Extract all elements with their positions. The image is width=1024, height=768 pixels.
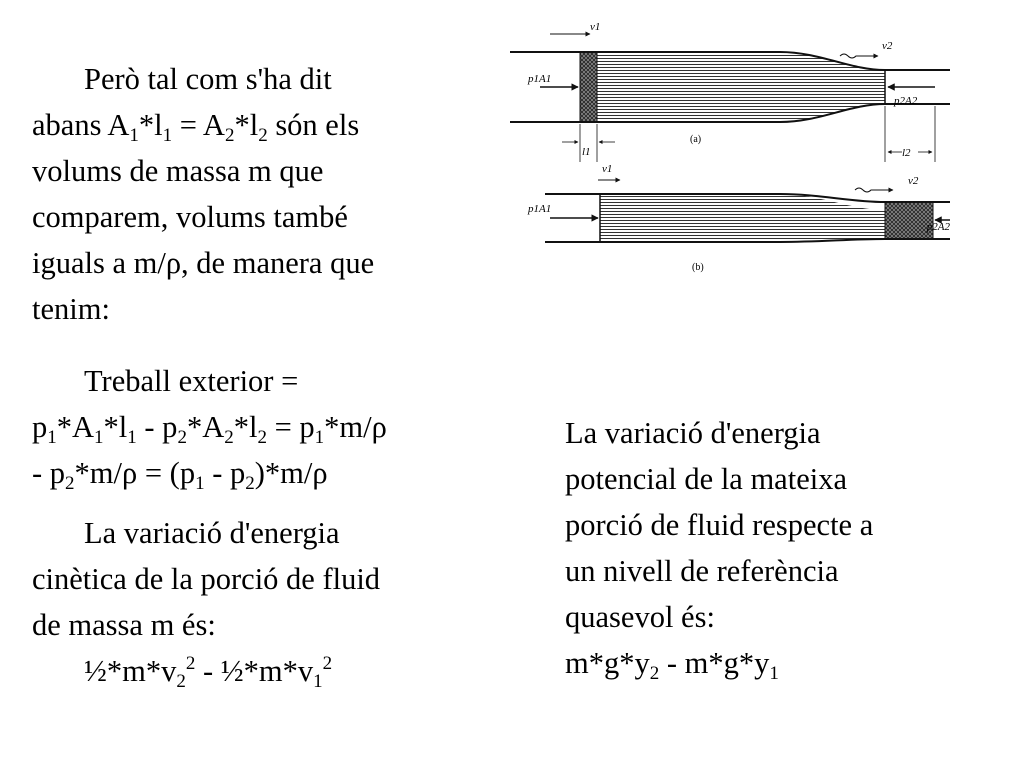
label-a: (a) <box>690 134 702 145</box>
label-v1-a: v1 <box>590 21 601 33</box>
fluid-body-b <box>600 194 885 242</box>
label-p2A2-a: p2A2 <box>894 95 918 107</box>
figure-a <box>510 34 950 162</box>
kinetic-paragraph <box>32 510 380 694</box>
label-l2: l2 <box>902 147 911 159</box>
v2-wavy-a <box>840 54 878 58</box>
v2-wavy-b <box>855 188 893 192</box>
figure-b <box>545 180 950 242</box>
intro-line: Però tal com s'ha dit <box>84 62 332 96</box>
intro-line: iguals a m/ρ, de manera que <box>32 246 375 280</box>
potential-equation-line: $m*g*y_2 - m*g*y_1$ <box>565 646 779 684</box>
potential-line: porció de fluid respecte a <box>565 508 874 542</box>
kinetic-line: de massa m és: <box>32 608 216 642</box>
intro-line: volums de massa m que <box>32 154 324 188</box>
label-p2A2-b: p2A2 <box>926 221 950 233</box>
fluid-slab-l1 <box>580 52 597 122</box>
work-equation-line: $p_1*A_1*l_1 - p_2*A_2*l_2 = p_1*m/\rho$ <box>32 410 387 448</box>
kinetic-line: La variació d'energia <box>84 516 340 550</box>
intro-line: comparem, volums també <box>32 200 348 234</box>
label-v2-a: v2 <box>882 40 893 52</box>
potential-line: potencial de la mateixa <box>565 462 847 496</box>
kinetic-line: cinètica de la porció de fluid <box>32 562 381 596</box>
label-v2-b: v2 <box>908 175 919 187</box>
label-p1A1-a: p1A1 <box>528 73 552 85</box>
intro-equation-line: abans $A_1*l_1 = A_2*l_2$ són els <box>32 108 360 146</box>
potential-line: un nivell de referència <box>565 554 839 588</box>
work-paragraph <box>32 358 387 496</box>
label-b: (b) <box>692 262 704 273</box>
label-p1A1-b: p1A1 <box>528 203 552 215</box>
work-equation-line: - $p_2*m/\rho = (p_1 - p_2)*m/\rho$ <box>32 456 328 494</box>
potential-paragraph <box>565 410 873 686</box>
work-title: Treball exterior = <box>84 364 299 398</box>
intro-line: tenim: <box>32 292 110 326</box>
pipe-flow-diagram <box>510 12 950 282</box>
potential-line: quasevol és: <box>565 600 715 634</box>
label-l1: l1 <box>582 146 591 158</box>
kinetic-equation-line: $\frac{1}{2}*m*v_2^2$ - $\frac{1}{2}*m*v_1^2$ <box>84 653 333 692</box>
intro-paragraph <box>32 56 374 332</box>
potential-line: La variació d'energia <box>565 416 821 450</box>
label-v1-b: v1 <box>602 163 613 175</box>
